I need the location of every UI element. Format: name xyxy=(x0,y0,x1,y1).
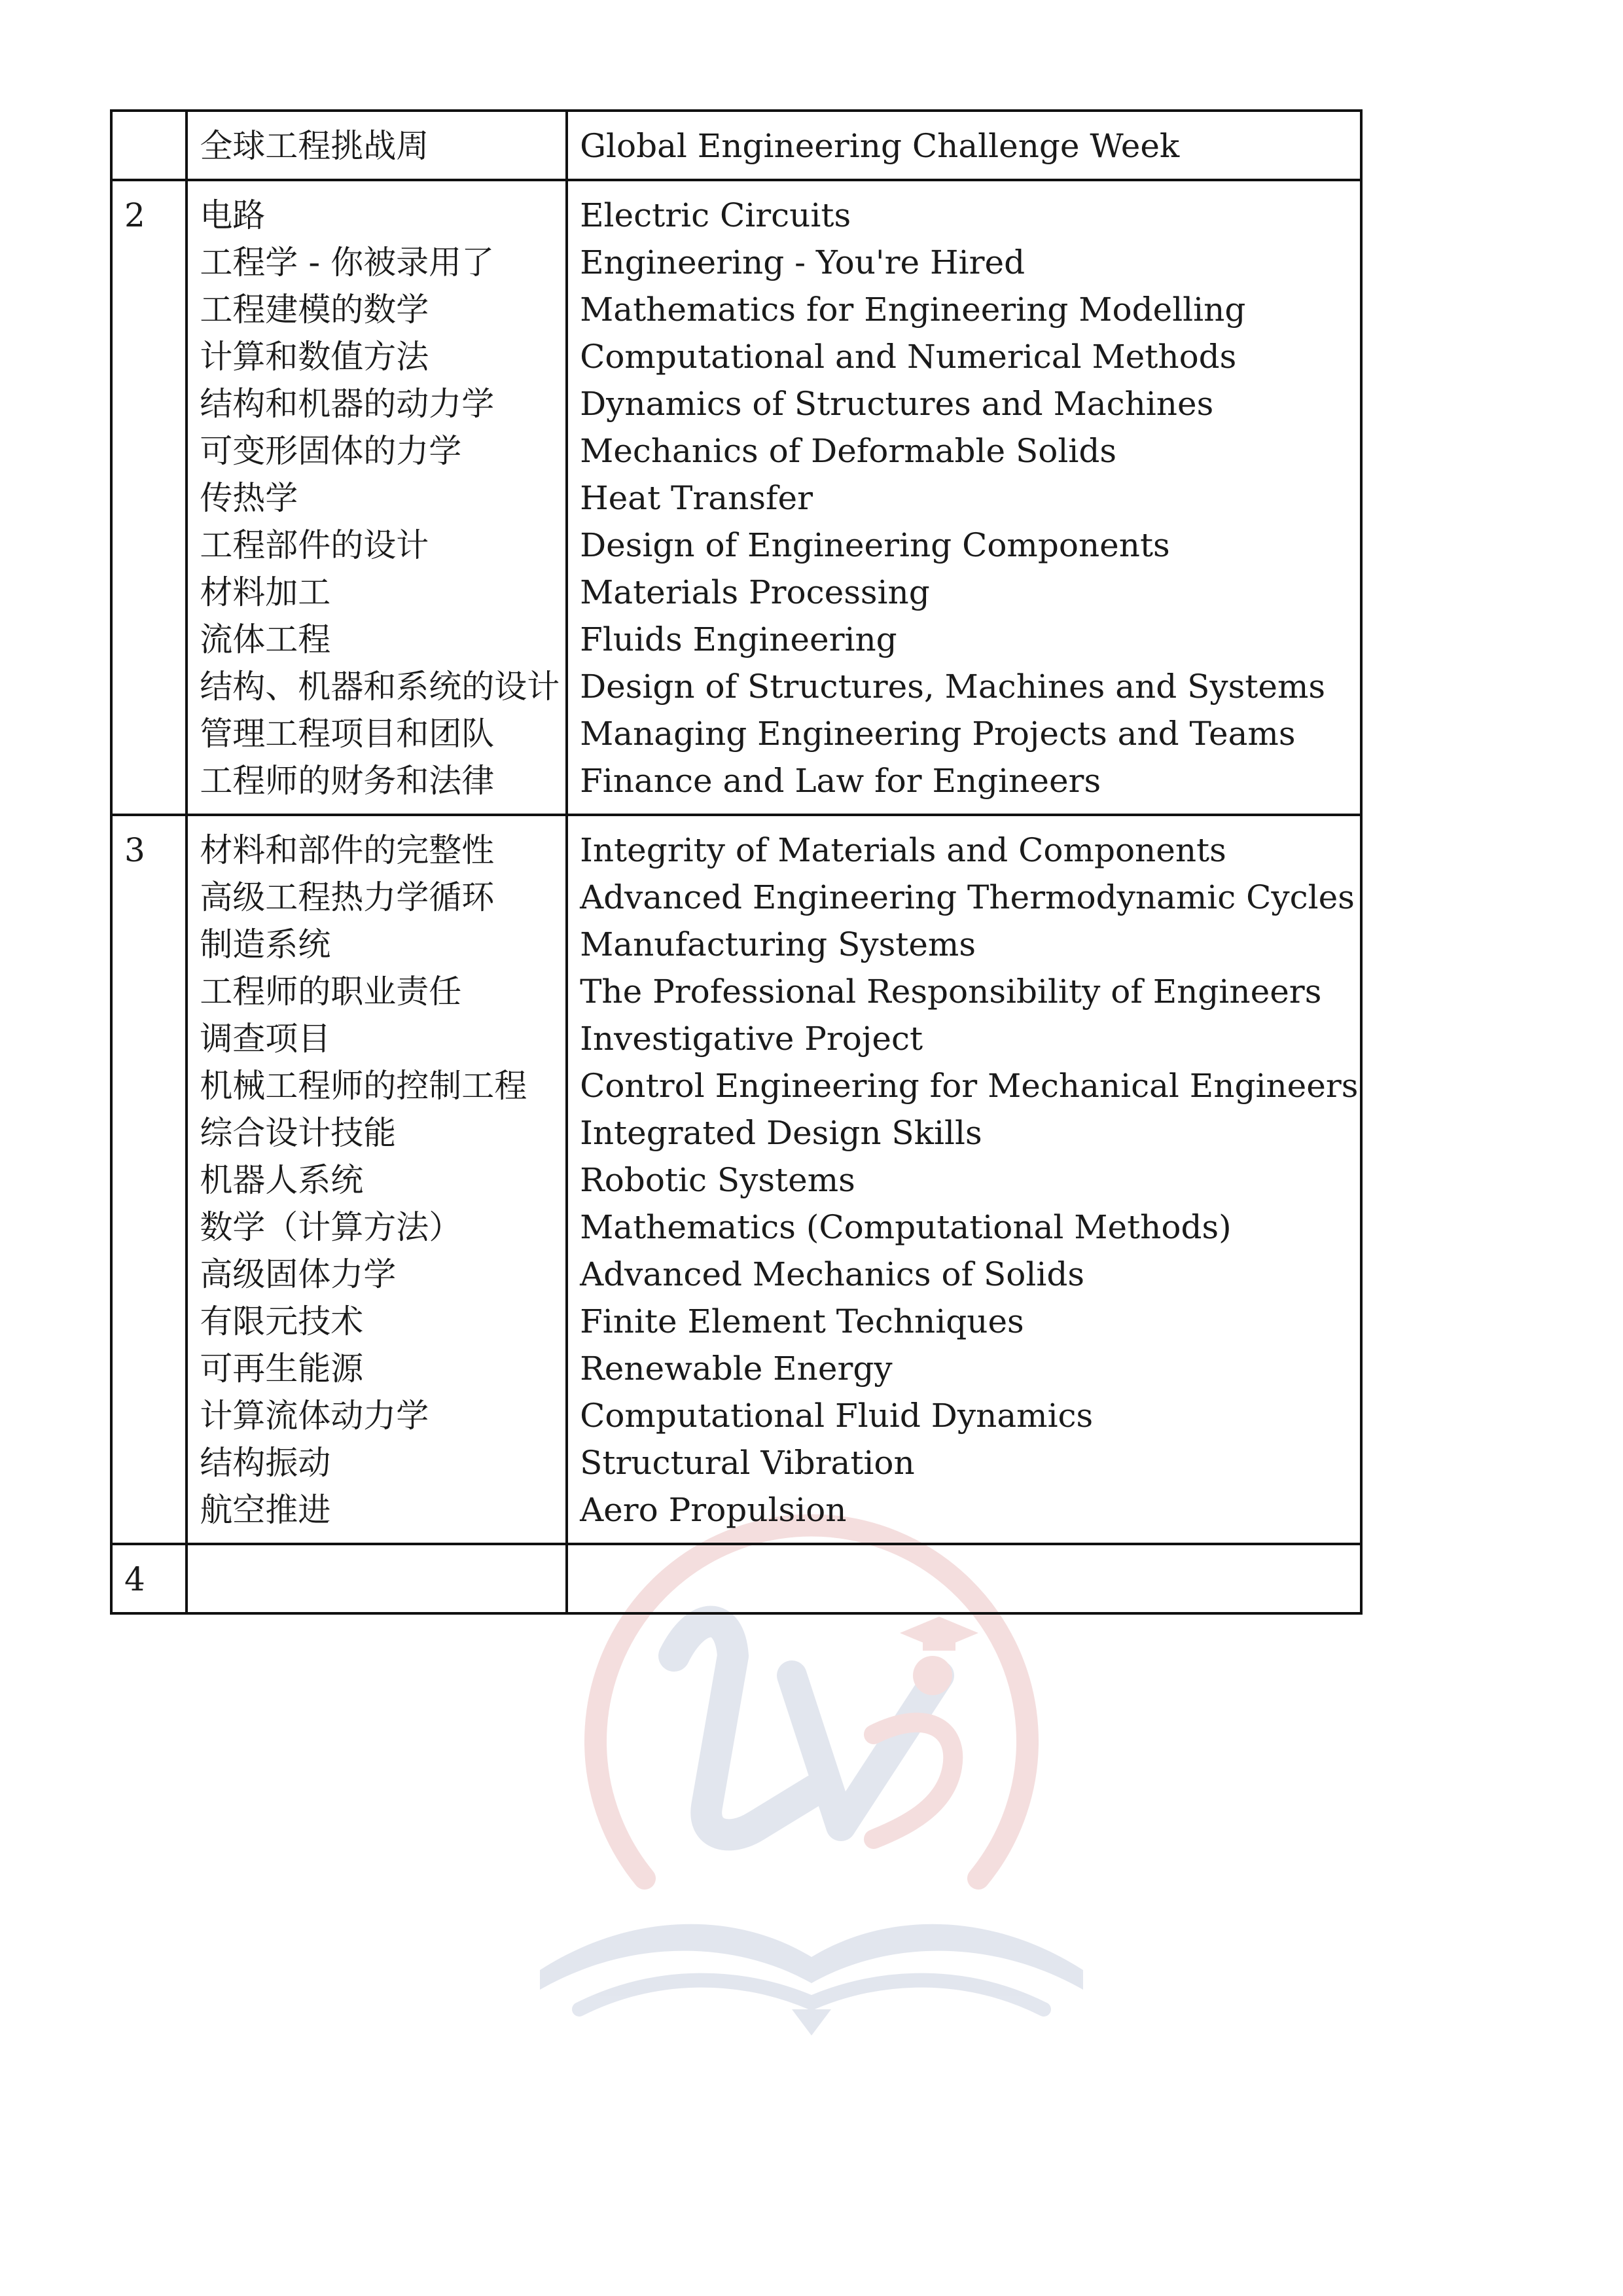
table-row xyxy=(111,180,1361,815)
course-name-zh: 调查项目 xyxy=(200,1020,331,1058)
course-name-en: Computational and Numerical Methods xyxy=(580,338,1237,376)
course-name-zh: 工程学 - 你被录用了 xyxy=(200,243,495,281)
chinese-course-cell xyxy=(187,815,567,1544)
course-name-zh: 航空推进 xyxy=(200,1491,331,1529)
course-name-zh: 工程部件的设计 xyxy=(200,526,429,564)
course-name-zh: 材料和部件的完整性 xyxy=(200,831,495,869)
course-name-en: Mathematics for Engineering Modelling xyxy=(580,291,1246,329)
course-name-zh: 机械工程师的控制工程 xyxy=(200,1067,527,1105)
year-cell xyxy=(111,111,187,180)
course-name-zh: 结构、机器和系统的设计 xyxy=(200,668,560,706)
course-name-en: Control Engineering for Mechanical Engineers xyxy=(580,1067,1359,1105)
chinese-course-cell xyxy=(187,111,567,180)
course-name-zh: 制造系统 xyxy=(200,925,331,963)
course-name-en: Finance and Law for Engineers xyxy=(580,762,1101,800)
course-name-zh: 结构和机器的动力学 xyxy=(200,385,495,423)
course-name-zh: 可再生能源 xyxy=(200,1350,364,1388)
english-course-cell xyxy=(567,180,1361,815)
course-name-zh: 工程建模的数学 xyxy=(200,291,429,329)
table-row xyxy=(111,815,1361,1544)
course-name-en: Mechanics of Deformable Solids xyxy=(580,432,1117,470)
course-table xyxy=(110,109,1363,1615)
course-name-zh: 材料加工 xyxy=(200,573,331,611)
course-name-zh: 管理工程项目和团队 xyxy=(200,715,495,753)
course-name-zh: 工程师的财务和法律 xyxy=(200,762,495,800)
course-name-zh: 计算和数值方法 xyxy=(200,338,429,376)
course-name-zh: 数学（计算方法） xyxy=(200,1208,462,1246)
table-row xyxy=(111,1544,1361,1613)
course-name-en: Structural Vibration xyxy=(580,1444,915,1482)
chinese-course-cell xyxy=(187,1544,567,1613)
course-name-en: Mathematics (Computational Methods) xyxy=(580,1208,1232,1246)
course-name-en: Dynamics of Structures and Machines xyxy=(580,385,1214,423)
course-name-en: Advanced Mechanics of Solids xyxy=(580,1255,1084,1293)
english-course-cell xyxy=(567,815,1361,1544)
course-name-en: Design of Structures, Machines and Systems xyxy=(580,668,1326,706)
course-name-en: Manufacturing Systems xyxy=(580,925,976,963)
course-name-zh: 全球工程挑战周 xyxy=(200,127,429,165)
course-name-en: Engineering - You're Hired xyxy=(580,243,1026,281)
course-name-en: Robotic Systems xyxy=(580,1161,855,1199)
course-name-en: Electric Circuits xyxy=(580,196,851,234)
course-name-en: Managing Engineering Projects and Teams xyxy=(580,715,1296,753)
course-name-en: Materials Processing xyxy=(580,573,930,611)
course-name-zh: 电路 xyxy=(200,196,266,234)
english-course-cell xyxy=(567,111,1361,180)
course-name-en: Heat Transfer xyxy=(580,479,813,517)
course-name-zh: 可变形固体的力学 xyxy=(200,432,462,470)
course-name-en: Fluids Engineering xyxy=(580,620,897,658)
year-cell: 3 xyxy=(111,815,187,1544)
table-row xyxy=(111,111,1361,180)
course-name-zh: 高级固体力学 xyxy=(200,1255,397,1293)
course-name-zh: 高级工程热力学循环 xyxy=(200,878,495,916)
course-name-en: Integrated Design Skills xyxy=(580,1114,982,1152)
course-name-en: Aero Propulsion xyxy=(580,1491,847,1529)
course-name-en: The Professional Responsibility of Engineers xyxy=(580,973,1322,1011)
course-name-zh: 计算流体动力学 xyxy=(200,1397,429,1435)
course-name-zh: 结构振动 xyxy=(200,1444,331,1482)
course-name-zh: 有限元技术 xyxy=(200,1302,364,1340)
chinese-course-cell xyxy=(187,180,567,815)
course-name-en: Integrity of Materials and Components xyxy=(580,831,1226,869)
course-name-en: Renewable Energy xyxy=(580,1350,893,1388)
course-name-zh: 流体工程 xyxy=(200,620,331,658)
course-name-zh: 工程师的职业责任 xyxy=(200,973,462,1011)
course-name-en: Design of Engineering Components xyxy=(580,526,1170,564)
course-name-en: Computational Fluid Dynamics xyxy=(580,1397,1094,1435)
english-course-cell xyxy=(567,1544,1361,1613)
course-name-en: Advanced Engineering Thermodynamic Cycles xyxy=(580,878,1355,916)
course-name-en: Global Engineering Challenge Week xyxy=(580,127,1180,165)
course-name-zh: 综合设计技能 xyxy=(200,1114,397,1152)
course-name-zh: 传热学 xyxy=(200,479,298,517)
year-cell: 4 xyxy=(111,1544,187,1613)
course-name-en: Finite Element Techniques xyxy=(580,1302,1024,1340)
year-cell: 2 xyxy=(111,180,187,815)
course-name-en: Investigative Project xyxy=(580,1020,923,1058)
course-name-zh: 机器人系统 xyxy=(200,1161,364,1199)
